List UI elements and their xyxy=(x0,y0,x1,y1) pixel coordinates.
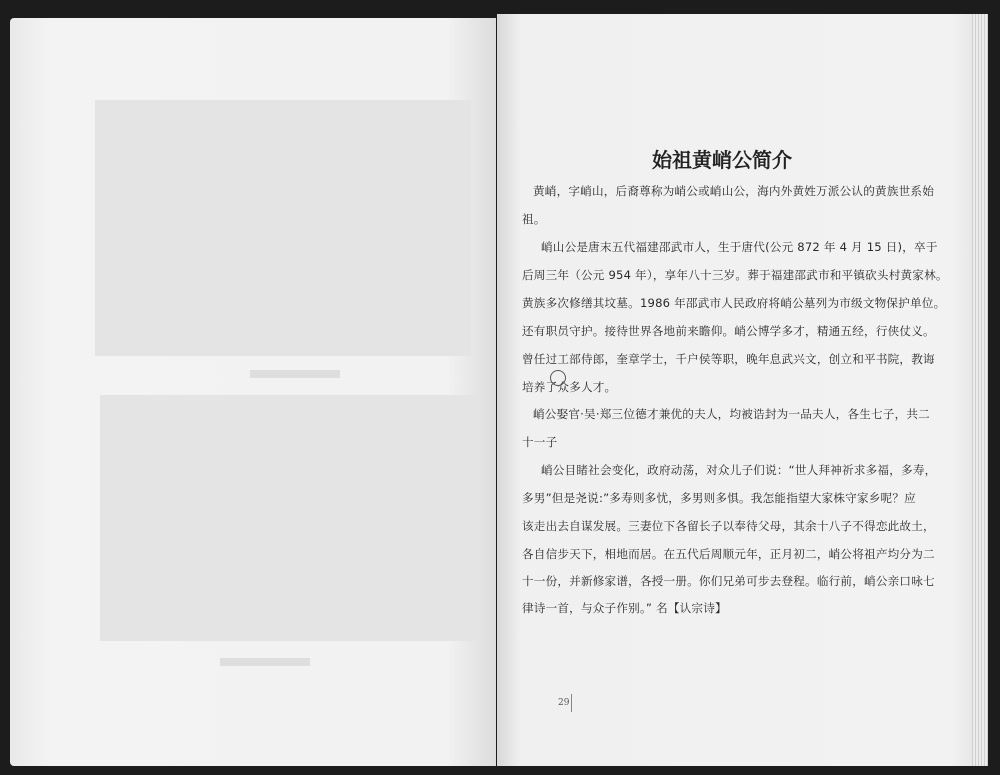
text-line: 多男”但是尧说:”多寿则多忧，多男则多惧。我怎能指望大家株守家乡呢？应 xyxy=(522,491,916,505)
faded-caption-bottom xyxy=(220,658,310,666)
faded-photo-bottom xyxy=(100,395,478,641)
text-line: 十一子 xyxy=(522,435,558,449)
text-line: 峭公娶官·吴·郑三位德才兼优的夫人，均被诰封为一品夫人，各生七子，共二 xyxy=(533,407,930,421)
text-line: 律诗一首，与众子作别。” 名【认宗诗】 xyxy=(522,601,727,615)
page-number-divider xyxy=(571,694,572,712)
page-title: 始祖黄峭公简介 xyxy=(652,148,792,172)
text-line: 该走出去自谋发展。三妻位下各留长子以奉待父母，其余十八子不得恋此故土， xyxy=(522,519,935,533)
text-line: 各自信步天下，相地而居。在五代后周顺元年，正月初二，峭公将祖产均分为二 xyxy=(522,547,935,561)
left-page xyxy=(10,18,496,766)
text-line: 黄峭，字峭山，后裔尊称为峭公或峭山公，海内外黄姓万派公认的黄族世系始 xyxy=(533,184,934,198)
text-line: 还有职员守护。接待世界各地前来瞻仰。峭公博学多才，精通五经，行侠仗义。 xyxy=(522,324,935,338)
page-number: 29 xyxy=(558,698,570,708)
text-line: 祖。 xyxy=(522,212,546,226)
text-line: 培养了众多人才。 xyxy=(522,380,617,394)
text-line: 黄族多次修缮其坟墓。1986 年邵武市人民政府将峭公墓列为市级文物保护单位。 xyxy=(522,296,946,310)
faded-caption-top xyxy=(250,370,340,378)
handwritten-correction-mark xyxy=(550,370,566,386)
text-line: 后周三年（公元 954 年），享年八十三岁。葬于福建邵武市和平镇砍头村黄家林。 xyxy=(522,268,948,282)
faded-photo-top xyxy=(95,100,471,356)
text-line: 十一份，并新修家谱，各授一册。你们兄弟可步去登程。临行前，峭公亲口咏七 xyxy=(522,574,935,588)
text-line: 峭山公是唐末五代福建邵武市人，生于唐代(公元 872 年 4 月 15 日)，卒于 xyxy=(541,240,938,254)
text-line: 峭公目睹社会变化，政府动荡，对众儿子们说：“世人拜神祈求多福，多寿， xyxy=(541,463,937,477)
page-edges xyxy=(972,14,988,766)
text-line: 曾任过工部侍郎，奎章学士，千户侯等职，晚年息武兴文，创立和平书院，教诲 xyxy=(522,352,935,366)
